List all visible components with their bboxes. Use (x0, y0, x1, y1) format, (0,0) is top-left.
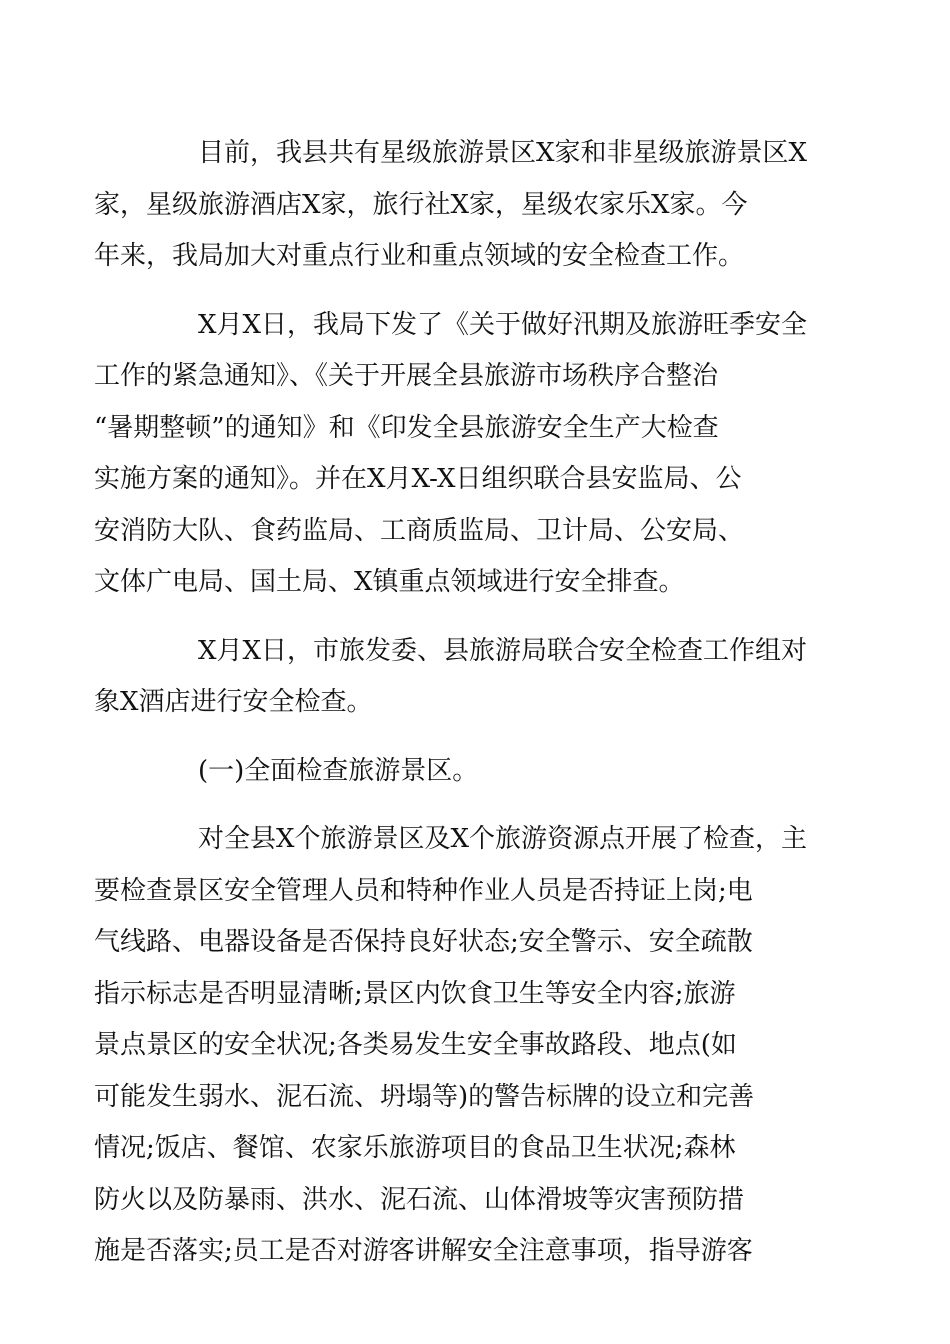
text-line: “暑期整顿”的通知》和《印发全县旅游安全生产大检查 (94, 412, 719, 443)
paragraph-1 (94, 128, 808, 283)
text-line: 文体广电局、国土局、X镇重点领域进行安全排查。 (94, 567, 685, 597)
text-line: 实施方案的通知》。并在X月X-X日组织联合县安监局、公 (94, 464, 742, 494)
document-page (94, 128, 808, 1295)
section-heading (146, 746, 806, 798)
text-line: 对全县X个旅游景区及X个旅游资源点开展了检查，主 (198, 824, 808, 854)
text-line: X月X日，市旅发委、县旅游局联合安全检查工作组对 (198, 635, 808, 666)
text-line: 家，星级旅游酒店X家，旅行社X家，星级农家乐X家。今 (94, 189, 748, 220)
text-line: 目前，我县共有星级旅游景区X家和非星级旅游景区X (198, 138, 808, 168)
text-line: 年来，我局加大对重点行业和重点领域的安全检查工作。 (94, 241, 745, 271)
text-line: 要检查景区安全管理人员和特种作业人员是否持证上岗;电 (94, 875, 753, 906)
text-line: 象X酒店进行安全检查。 (94, 687, 373, 717)
text-line: 工作的紧急通知》、《关于开展全县旅游市场秩序合整治 (94, 361, 719, 391)
text-line: 可能发生弱水、泥石流、坍塌等)的警告标牌的设立和完善 (94, 1081, 755, 1112)
text-line: 施是否落实;员工是否对游客讲解安全注意事项，指导游客 (94, 1236, 753, 1266)
text-line: (一)全面检查旅游景区。 (198, 755, 479, 786)
text-line: 指示标志是否明显清晰;景区内饮食卫生等安全内容;旅游 (94, 978, 736, 1009)
text-line: 景点景区的安全状况;各类易发生安全事故路段、地点(如 (94, 1030, 737, 1060)
text-line: 防火以及防暴雨、洪水、泥石流、山体滑坡等灾害预防措 (94, 1184, 745, 1215)
paragraph-2 (94, 300, 808, 609)
text-line: X月X日，我局下发了《关于做好汛期及旅游旺季安全 (198, 309, 808, 340)
text-line: 气线路、电器设备是否保持良好状态;安全警示、安全疏散 (94, 927, 753, 957)
paragraph-4 (94, 814, 808, 1278)
paragraph-3 (94, 626, 808, 729)
text-line: 情况;饭店、餐馆、农家乐旅游项目的食品卫生状况;森林 (94, 1133, 736, 1163)
text-line: 安消防大队、食药监局、工商质监局、卫计局、公安局、 (94, 515, 745, 546)
